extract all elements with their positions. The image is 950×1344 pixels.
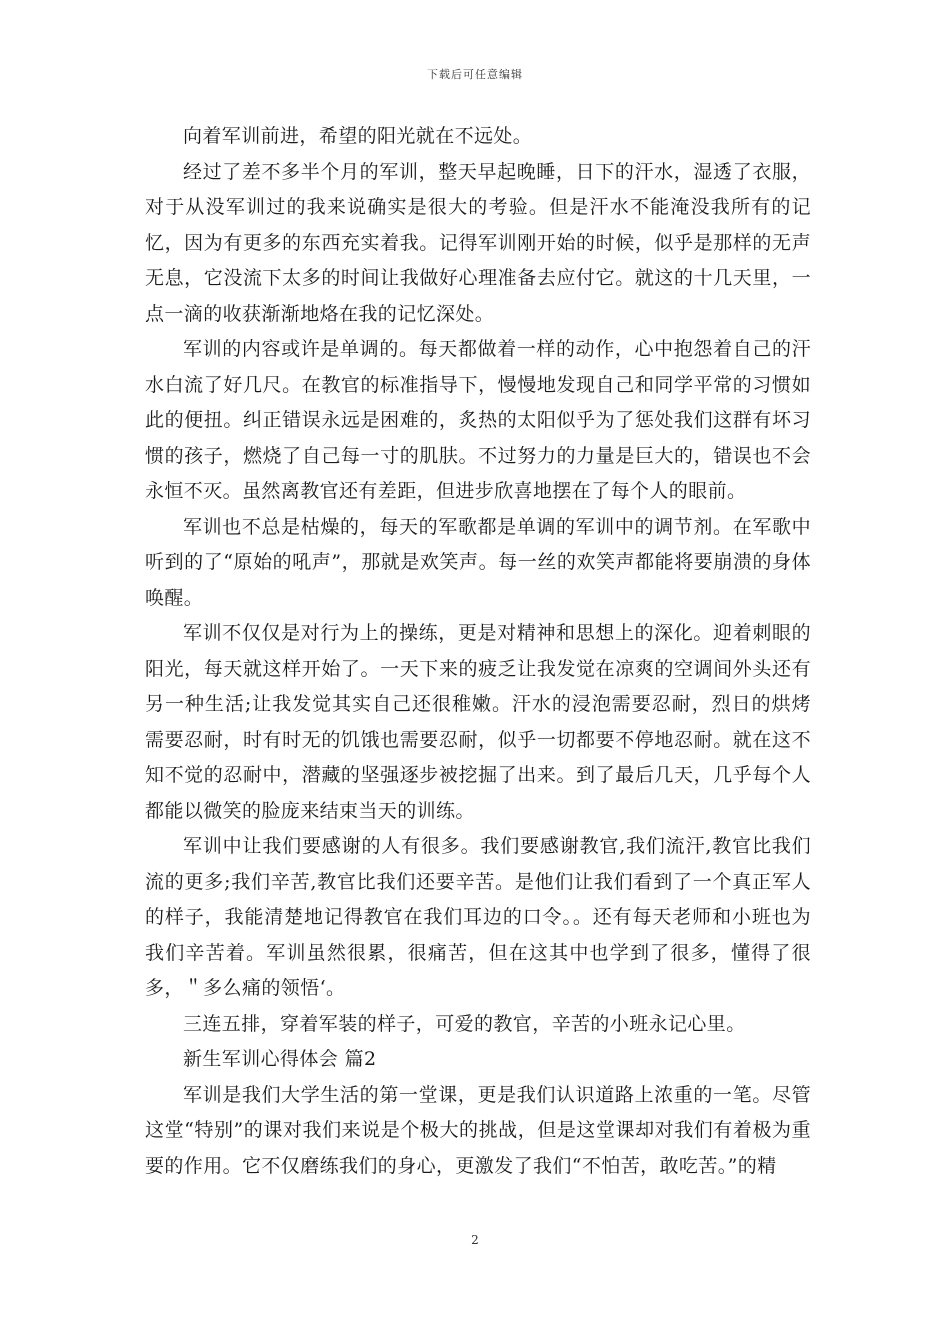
paragraph-1: 向着军训前进，希望的阳光就在不远处。 — [183, 125, 533, 147]
paragraph-3: 军训的内容或许是单调的。每天都做着一样的动作，心中抱怨着自己的汗水白流了好几尺。在教官的标准指导下，慢慢地发现自己和同学平常的习惯如此的便扭。纠正错误永远是困难的，炙热的太阳似乎为了惩处我们这群有坏习惯的孩子，燃烧了自己每一寸的肌肤。不过努力的力量是巨大的，错误也不会永恒不灭。虽然离教官还有差距，但进步欣喜地摆在了每个人的眼前。 — [145, 338, 811, 502]
paragraph-6: 军训中让我们要感谢的人有很多。我们要感谢教官,我们流汗,教官比我们流的更多;我们辛苦,教官比我们还要辛苦。是他们让我们看到了一个真正军人的样子，我能清楚地记得教官在我们耳边的口令。。还有每天老师和小班也为我们辛苦着。军训虽然很累，很痛苦，但在这其中也学到了很多，懂得了很多，＂多么痛的领悟‘。 — [145, 835, 811, 999]
page-number: 2 — [471, 1233, 479, 1247]
page-header: 下载后可任意编辑 — [427, 68, 523, 81]
paragraph-7: 三连五排，穿着军装的样子，可爱的教官，辛苦的小班永记心里。 — [183, 1012, 746, 1035]
document-body — [145, 119, 811, 1184]
paragraph-8: 军训是我们大学生活的第一堂课，更是我们认识道路上浓重的一笔。尽管这堂“特别”的课对我们来说是个极大的挑战，但是这堂课却对我们有着极为重要的作用。它不仅磨练我们的身心，更激发了我们“不怕苦，敢吃苦。”的精 — [145, 1083, 811, 1177]
paragraph-2: 经过了差不多半个月的军训，整天早起晚睡，日下的汗水，湿透了衣服，对于从没军训过的我来说确实是很大的考验。但是汗水不能淹没我所有的记忆，因为有更多的东西充实着我。记得军训刚开始的时候，似乎是那样的无声无息，它没流下太多的时间让我做好心理准备去应付它。就这的十几天里，一点一滴的收获渐渐地烙在我的记忆深处。 — [145, 160, 811, 325]
paragraph-5: 军训不仅仅是对行为上的操练，更是对精神和思想上的深化。迎着刺眼的阳光，每天就这样开始了。一天下来的疲乏让我发觉在凉爽的空调间外头还有另一种生活;让我发觉其实自己还很稚嫩。汗水的浸泡需要忍耐，烈日的烘烤需要忍耐，时有时无的饥饿也需要忍耐，似乎一切都要不停地忍耐。就在这不知不觉的忍耐中，潜藏的坚强逐步被挖掘了出来。到了最后几天，几乎每个人都能以微笑的脸庞来结束当天的训练。 — [145, 622, 811, 822]
paragraph-4: 军训也不总是枯燥的，每天的军歌都是单调的军训中的调节剂。在军歌中听到的了“原始的吼声”，那就是欢笑声。每一丝的欢笑声都能将要崩溃的身体唤醒。 — [145, 515, 811, 609]
section-heading: 新生军训心得体会 篇2 — [183, 1048, 377, 1070]
